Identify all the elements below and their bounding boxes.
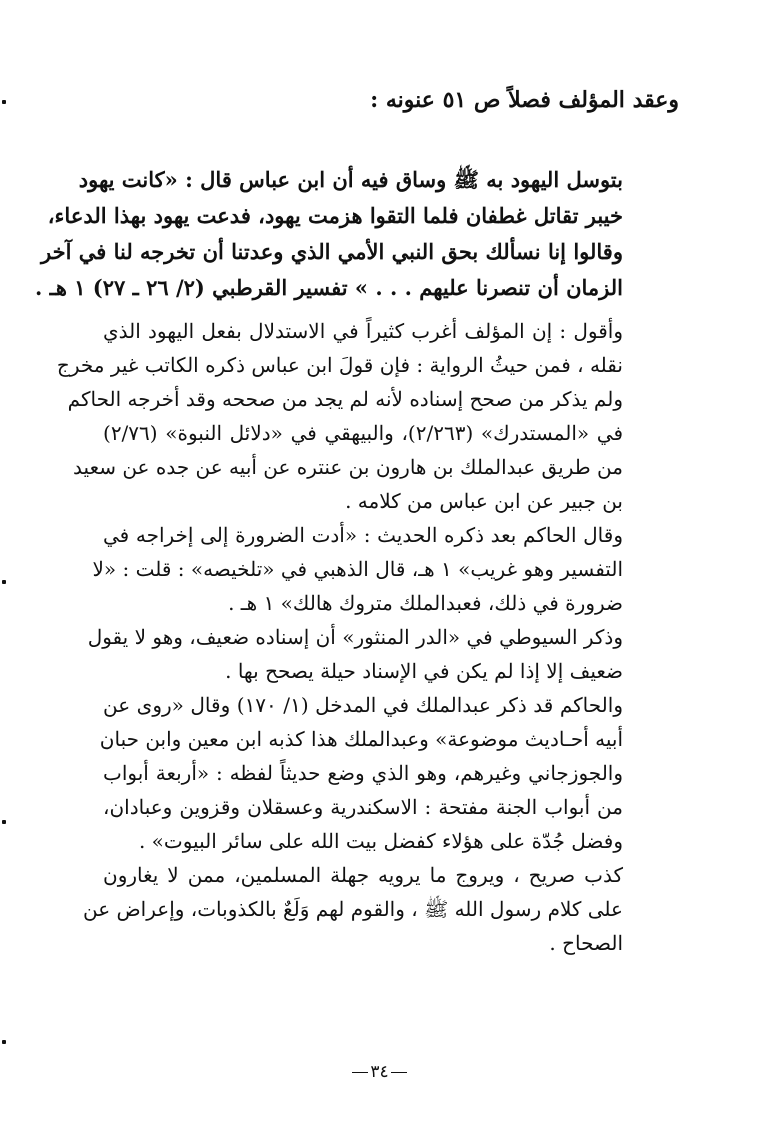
text-line: كذب صريح ، ويروج ما يرويه جهلة المسلمين، ممن لا يغارون xyxy=(103,863,623,887)
margin-mark xyxy=(2,820,6,824)
text-line: أبيه أحـاديث موضوعة» وعبدالملك هذا كذبه ابن معين وابن حبان xyxy=(99,727,623,751)
text-line: التفسير وهو غريب» ١ هـ، قال الذهبي في «تلخيصه» : قلت : «لا xyxy=(92,557,623,581)
commentary-body xyxy=(56,314,624,960)
text-line: خيبر تقاتل غطفان فلما التقوا هزمت يهود، فدعت يهود بهذا الدعاء، xyxy=(47,203,623,228)
page-footer xyxy=(0,1060,759,1084)
text-line: الصحاح . xyxy=(549,931,623,955)
text-line: وأقول : إن المؤلف أغرب كثيراً في الاستدلال بفعل اليهود الذي xyxy=(103,319,623,343)
text-line: وذكر السيوطي في «الدر المنثور» أن إسناده ضعيف، وهو لا يقول xyxy=(87,625,623,649)
section-heading: وعقد المؤلف فصلاً ص ٥١ عنونه : xyxy=(370,87,679,113)
text-line: على كلام رسول الله ﷺ ، والقوم لهم وَلَعٌ بالكذوبات، وإعراض عن xyxy=(82,897,623,921)
text-line: ضرورة في ذلك، فعبدالملك متروك هالك» ١ هـ . xyxy=(228,591,623,615)
text-line: في «المستدرك» (٢/٢٦٣)، والبيهقي في «دلائل النبوة» (٢/٧٦) xyxy=(103,421,624,445)
footer-ornament xyxy=(391,1072,407,1073)
text-line: الزمان أن تنصرنا عليهم . . . » تفسير القرطبي (٢/ ٢٦ ـ ٢٧) ١ هـ . xyxy=(35,275,623,300)
text-line: نقله ، فمن حيثُ الرواية : فإن قولَ ابن عباس ذكره الكاتب غير مخرج xyxy=(56,353,623,377)
text-line: وقالوا إنا نسألك بحق النبي الأمي الذي وعدتنا أن تخرجه لنا في آخر xyxy=(41,239,623,264)
text-line: ولم يذكر من صحح إسناده لأنه لم يجد من صححه وقد أخرجه الحاكم xyxy=(67,387,623,411)
text-line: بتوسل اليهود به ﷺ وساق فيه أن ابن عباس قال : «كانت يهود xyxy=(78,167,623,192)
margin-mark xyxy=(2,580,6,584)
text-line: من أبواب الجنة مفتحة : الاسكندرية وعسقلان وقزوين وعبادان، xyxy=(103,795,623,819)
text-line: وقال الحاكم بعد ذكره الحديث : «أدت الضرورة إلى إخراجه في xyxy=(103,523,623,547)
text-line: والحاكم قد ذكر عبدالملك في المدخل (١/ ١٧٠) وقال «روى عن xyxy=(103,693,623,717)
footer-ornament xyxy=(352,1072,368,1073)
text-line: ضعيف إلا إذا لم يكن في الإسناد حيلة يصحح بها . xyxy=(225,659,623,683)
text-line: بن جبير عن ابن عباس من كلامه . xyxy=(345,489,623,513)
margin-mark xyxy=(2,100,6,104)
margin-mark xyxy=(2,1040,6,1044)
text-line: وفضل جُدّة على هؤلاء كفضل بيت الله على سائر البيوت» . xyxy=(138,829,623,853)
quoted-passage xyxy=(35,162,623,306)
page-number: ٣٤ xyxy=(370,1062,389,1082)
text-line: من طريق عبدالملك بن هارون بن عنتره عن أبيه عن جده عن سعيد xyxy=(73,455,623,479)
text-line: والجوزجاني وغيرهم، وهو الذي وضع حديثاً لفظه : «أربعة أبواب xyxy=(103,761,623,785)
